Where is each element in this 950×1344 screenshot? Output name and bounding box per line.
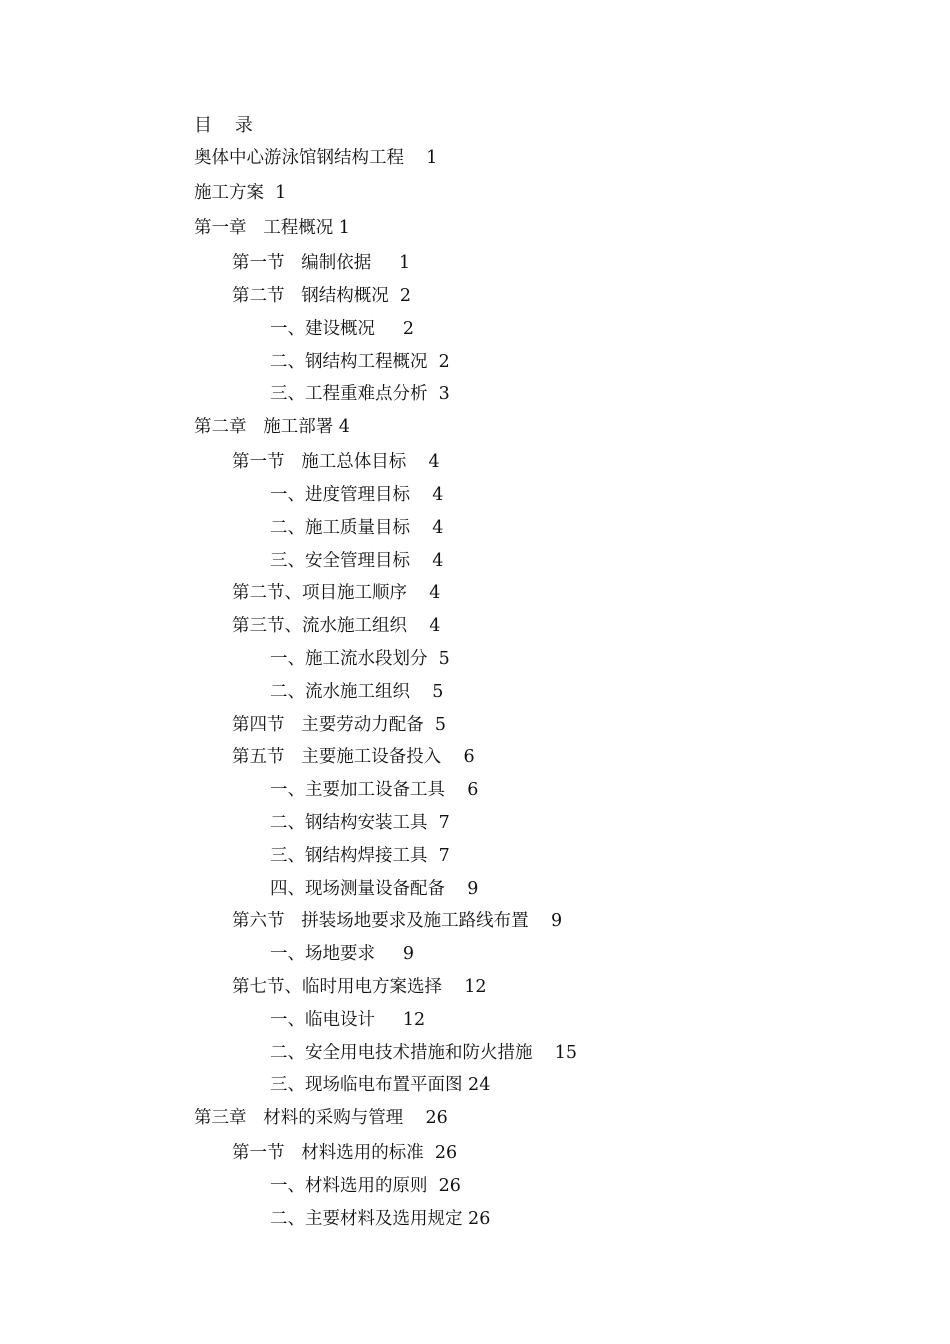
toc-entry: 一、临电设计 12 (270, 1010, 426, 1030)
toc-entry: 第二章 施工部署 4 (194, 417, 350, 437)
toc-entry: 第四节 主要劳动力配备 5 (232, 715, 446, 735)
toc-entry: 三、工程重难点分析 3 (270, 384, 450, 404)
toc-entry: 奥体中心游泳馆钢结构工程 1 (194, 148, 438, 168)
toc-entry: 一、施工流水段划分 5 (270, 649, 450, 669)
toc-entry: 一、场地要求 9 (270, 944, 414, 964)
toc-entry: 二、钢结构工程概况 2 (270, 352, 450, 372)
toc-entry: 第二节 钢结构概况 2 (232, 286, 411, 306)
toc-entry: 第一节 编制依据 1 (232, 253, 411, 273)
toc-entry: 第六节 拼装场地要求及施工路线布置 9 (232, 911, 563, 931)
toc-entry: 二、主要材料及选用规定 26 (270, 1209, 491, 1229)
toc-entry: 第一节 施工总体目标 4 (232, 452, 440, 472)
toc-entry: 一、材料选用的原则 26 (270, 1176, 461, 1196)
toc-entry: 第七节、临时用电方案选择 12 (232, 977, 487, 997)
toc-entry: 施工方案 1 (194, 183, 287, 203)
toc-entry: 二、安全用电技术措施和防火措施 15 (270, 1043, 578, 1063)
toc-entry: 一、建设概况 2 (270, 319, 414, 339)
toc-entry: 三、安全管理目标 4 (270, 551, 444, 571)
toc-entry: 第一节 材料选用的标准 26 (232, 1143, 458, 1163)
toc-entry: 二、钢结构安装工具 7 (270, 813, 450, 833)
toc-entry: 第三章 材料的采购与管理 26 (194, 1108, 448, 1128)
toc-entry: 三、现场临电布置平面图 24 (270, 1075, 491, 1095)
toc-entry: 二、流水施工组织 5 (270, 682, 444, 702)
toc-entry: 三、钢结构焊接工具 7 (270, 846, 450, 866)
toc-entry: 第一章 工程概况 1 (194, 218, 350, 238)
toc-entry: 四、现场测量设备配备 9 (270, 879, 479, 899)
toc-entry: 第五节 主要施工设备投入 6 (232, 747, 475, 767)
toc-entry: 一、进度管理目标 4 (270, 485, 444, 505)
toc-entry: 二、施工质量目标 4 (270, 518, 444, 538)
toc-entry: 第二节、项目施工顺序 4 (232, 583, 441, 603)
toc-entry: 一、主要加工设备工具 6 (270, 780, 479, 800)
toc-entry: 第三节、流水施工组织 4 (232, 616, 441, 636)
toc-title: 目 录 (194, 115, 253, 136)
